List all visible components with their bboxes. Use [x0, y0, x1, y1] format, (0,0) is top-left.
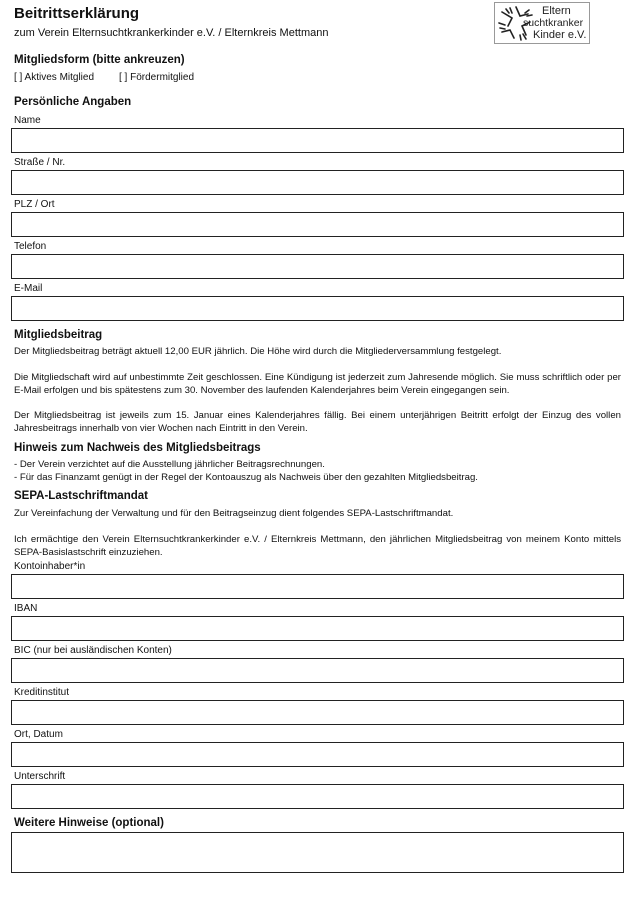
signature-label: Unterschrift [14, 771, 66, 782]
supporting-member-checkbox[interactable]: [ ] Fördermitglied [119, 72, 195, 83]
zip-city-label: PLZ / Ort [14, 199, 55, 210]
fee-paragraph: Der Mitgliedsbeitrag beträgt aktuell 12,00 EUR jährlich. Die Höhe wird durch die Mitgliederversammlung festgelegt. [14, 346, 502, 357]
street-field[interactable] [11, 170, 624, 195]
notes-field[interactable] [11, 832, 624, 873]
name-field[interactable] [11, 128, 624, 153]
termination-paragraph: Die Mitgliedschaft wird auf unbestimmte Zeit geschlossen. Eine Kündigung ist jederzeit zum Jahresende möglich. Sie muss schriftlich oder per E-Mail erfolgen und bis spätestens zum 30. November des laufenden Kalenderjahres beim Verein eingegangen sein. [14, 372, 621, 396]
sepa-intro-paragraph: Zur Vereinfachung der Verwaltung und für den Beitragseinzug dient folgendes SEPA-Lastschriftmandat. [14, 508, 454, 519]
page-subtitle: zum Verein Elternsuchtkrankerkinder e.V. / Elternkreis Mettmann [14, 27, 329, 39]
active-member-checkbox[interactable]: [ ] Aktives Mitglied [14, 72, 95, 83]
email-label: E-Mail [14, 283, 43, 294]
street-label: Straße / Nr. [14, 157, 66, 168]
proof-heading: Hinweis zum Nachweis des Mitgliedsbeitrags [14, 442, 261, 454]
account-holder-field[interactable] [11, 574, 624, 599]
place-date-label: Ort, Datum [14, 729, 63, 740]
bank-field[interactable] [11, 700, 624, 725]
fee-heading: Mitgliedsbeitrag [14, 329, 103, 341]
email-field[interactable] [11, 296, 624, 321]
bic-field[interactable] [11, 658, 624, 683]
bank-label: Kreditinstitut [14, 687, 70, 698]
sepa-mandate-paragraph: Ich ermächtige den Verein Elternsuchtkrankerkinder e.V. / Elternkreis Mettmann, den jährlichen Mitgliedsbeitrag von meinem Konto mittels SEPA-Basislastschrift einzuziehen. [14, 534, 621, 558]
phone-label: Telefon [14, 241, 47, 252]
proof-line: - Der Verein verzichtet auf die Ausstellung jährlicher Beitragsrechnungen. [14, 459, 325, 470]
iban-label: IBAN [14, 603, 38, 614]
logo-text-line: suchtkranker [523, 17, 584, 29]
signature-field[interactable] [11, 784, 624, 809]
iban-field[interactable] [11, 616, 624, 641]
due-date-paragraph: Der Mitgliedsbeitrag ist jeweils zum 15. Januar eines Kalenderjahres fällig. Bei einem unterjährigen Beitritt erfolgt der Einzug des vollen Jahresbeitrags innerhalb von vier Wochen nach Eintritt in den Verein. [14, 410, 621, 434]
sepa-heading: SEPA-Lastschriftmandat [14, 490, 148, 502]
page-title: Beitrittserklärung [14, 5, 140, 22]
name-label: Name [14, 115, 41, 126]
logo-text-line: Kinder e.V. [533, 29, 587, 41]
personal-data-heading: Persönliche Angaben [14, 96, 132, 108]
place-date-field[interactable] [11, 742, 624, 767]
logo-text-line: Eltern [542, 5, 571, 17]
association-logo [494, 2, 590, 44]
proof-line: - Für das Finanzamt genügt in der Regel der Kontoauszug als Nachweis über den gezahlten Mitgliedsbeitrag. [14, 472, 478, 483]
membership-type-heading: Mitgliedsform (bitte ankreuzen) [14, 54, 185, 66]
phone-field[interactable] [11, 254, 624, 279]
account-holder-label: Kontoinhaber*in [14, 561, 86, 572]
zip-city-field[interactable] [11, 212, 624, 237]
notes-heading: Weitere Hinweise (optional) [14, 817, 164, 829]
bic-label: BIC (nur bei ausländischen Konten) [14, 645, 172, 656]
